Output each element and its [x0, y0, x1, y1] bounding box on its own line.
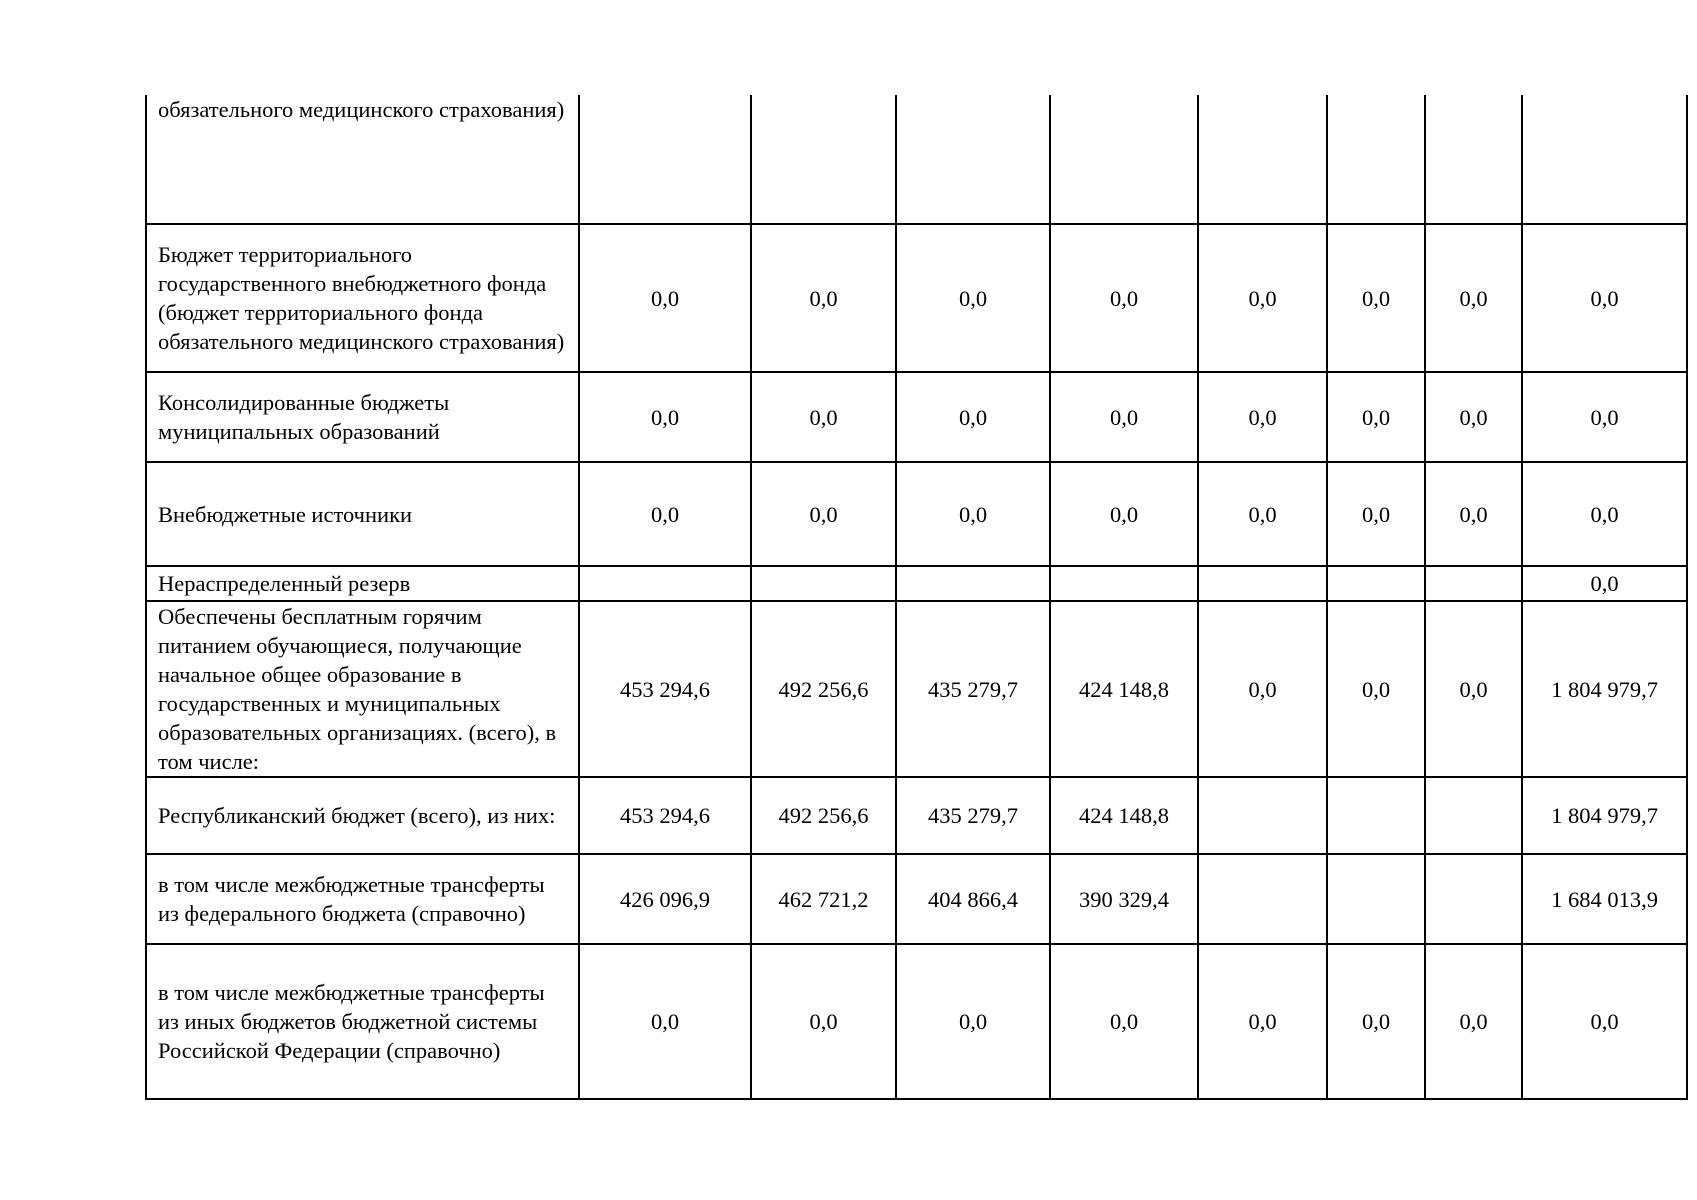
cell-value [1425, 566, 1522, 601]
cell-value: 1 804 979,7 [1522, 777, 1687, 854]
cell-value [751, 566, 896, 601]
table-row [146, 777, 1687, 854]
cell-value: 0,0 [1198, 944, 1327, 1099]
cell-value [751, 95, 896, 224]
cell-value [1198, 854, 1327, 944]
cell-value [1327, 854, 1425, 944]
cell-value: 0,0 [896, 944, 1050, 1099]
cell-value: 0,0 [579, 944, 751, 1099]
table-row [146, 601, 1687, 777]
cell-value: 0,0 [1425, 601, 1522, 777]
cell-value: 0,0 [1198, 462, 1327, 566]
cell-value: 453 294,6 [579, 777, 751, 854]
cell-value [1198, 566, 1327, 601]
row-label: в том числе межбюджетные трансферты из иных бюджетов бюджетной системы Российской Федерации (справочно) [146, 944, 579, 1099]
cell-value: 0,0 [1050, 462, 1198, 566]
row-label: в том числе межбюджетные трансферты из федерального бюджета (справочно) [146, 854, 579, 944]
cell-value: 492 256,6 [751, 777, 896, 854]
cell-value: 0,0 [1522, 944, 1687, 1099]
table-row [146, 944, 1687, 1099]
row-label: Нераспределенный резерв [146, 566, 579, 601]
cell-value [1198, 777, 1327, 854]
cell-value: 435 279,7 [896, 777, 1050, 854]
cell-value: 0,0 [1050, 224, 1198, 372]
cell-value: 0,0 [1198, 224, 1327, 372]
table-row [146, 224, 1687, 372]
cell-value [579, 566, 751, 601]
cell-value: 0,0 [896, 372, 1050, 462]
cell-value: 0,0 [751, 462, 896, 566]
cell-value: 453 294,6 [579, 601, 751, 777]
cell-value: 0,0 [1050, 372, 1198, 462]
cell-value [896, 566, 1050, 601]
row-label: Республиканский бюджет (всего), из них: [146, 777, 579, 854]
cell-value: 424 148,8 [1050, 777, 1198, 854]
row-label: Обеспечены бесплатным горячим питанием обучающиеся, получающие начальное общее образование в государственных и муниципальных образовательных организациях. (всего), в том числе: [146, 601, 579, 777]
cell-value: 1 804 979,7 [1522, 601, 1687, 777]
cell-value [1425, 777, 1522, 854]
cell-value: 0,0 [1327, 462, 1425, 566]
cell-value: 492 256,6 [751, 601, 896, 777]
cell-value: 0,0 [1327, 372, 1425, 462]
cell-value: 0,0 [751, 224, 896, 372]
cell-value: 0,0 [1198, 601, 1327, 777]
cell-value: 0,0 [579, 372, 751, 462]
table-row [146, 95, 1687, 224]
table-row [146, 566, 1687, 601]
cell-value: 0,0 [1522, 224, 1687, 372]
cell-value [1050, 95, 1198, 224]
cell-value [1050, 566, 1198, 601]
cell-value: 0,0 [1050, 944, 1198, 1099]
row-label: Бюджет территориального государственного внебюджетного фонда (бюджет территориального фонда обязательного медицинского страхования) [146, 224, 579, 372]
cell-value [896, 95, 1050, 224]
cell-value: 0,0 [1327, 944, 1425, 1099]
table-row [146, 372, 1687, 462]
cell-value [1425, 854, 1522, 944]
row-label: Внебюджетные источники [146, 462, 579, 566]
cell-value: 0,0 [579, 462, 751, 566]
cell-value: 0,0 [1425, 944, 1522, 1099]
cell-value [1327, 95, 1425, 224]
cell-value: 462 721,2 [751, 854, 896, 944]
cell-value: 0,0 [751, 372, 896, 462]
cell-value: 0,0 [1327, 601, 1425, 777]
cell-value: 0,0 [579, 224, 751, 372]
cell-value: 0,0 [1522, 462, 1687, 566]
cell-value [1425, 95, 1522, 224]
cell-value: 0,0 [896, 224, 1050, 372]
cell-value: 390 329,4 [1050, 854, 1198, 944]
cell-value: 0,0 [1522, 566, 1687, 601]
budget-table [145, 95, 1688, 1100]
cell-value [1327, 566, 1425, 601]
cell-value [579, 95, 751, 224]
cell-value: 0,0 [1425, 462, 1522, 566]
table-row [146, 462, 1687, 566]
row-label: обязательного медицинского страхования) [146, 95, 579, 224]
cell-value: 404 866,4 [896, 854, 1050, 944]
cell-value [1522, 95, 1687, 224]
cell-value: 0,0 [1425, 224, 1522, 372]
cell-value [1327, 777, 1425, 854]
cell-value: 0,0 [1425, 372, 1522, 462]
cell-value [1198, 95, 1327, 224]
row-label: Консолидированные бюджеты муниципальных образований [146, 372, 579, 462]
cell-value: 424 148,8 [1050, 601, 1198, 777]
table-row [146, 854, 1687, 944]
cell-value: 0,0 [1198, 372, 1327, 462]
cell-value: 0,0 [1522, 372, 1687, 462]
cell-value: 0,0 [751, 944, 896, 1099]
cell-value: 435 279,7 [896, 601, 1050, 777]
cell-value: 1 684 013,9 [1522, 854, 1687, 944]
cell-value: 426 096,9 [579, 854, 751, 944]
cell-value: 0,0 [896, 462, 1050, 566]
cell-value: 0,0 [1327, 224, 1425, 372]
